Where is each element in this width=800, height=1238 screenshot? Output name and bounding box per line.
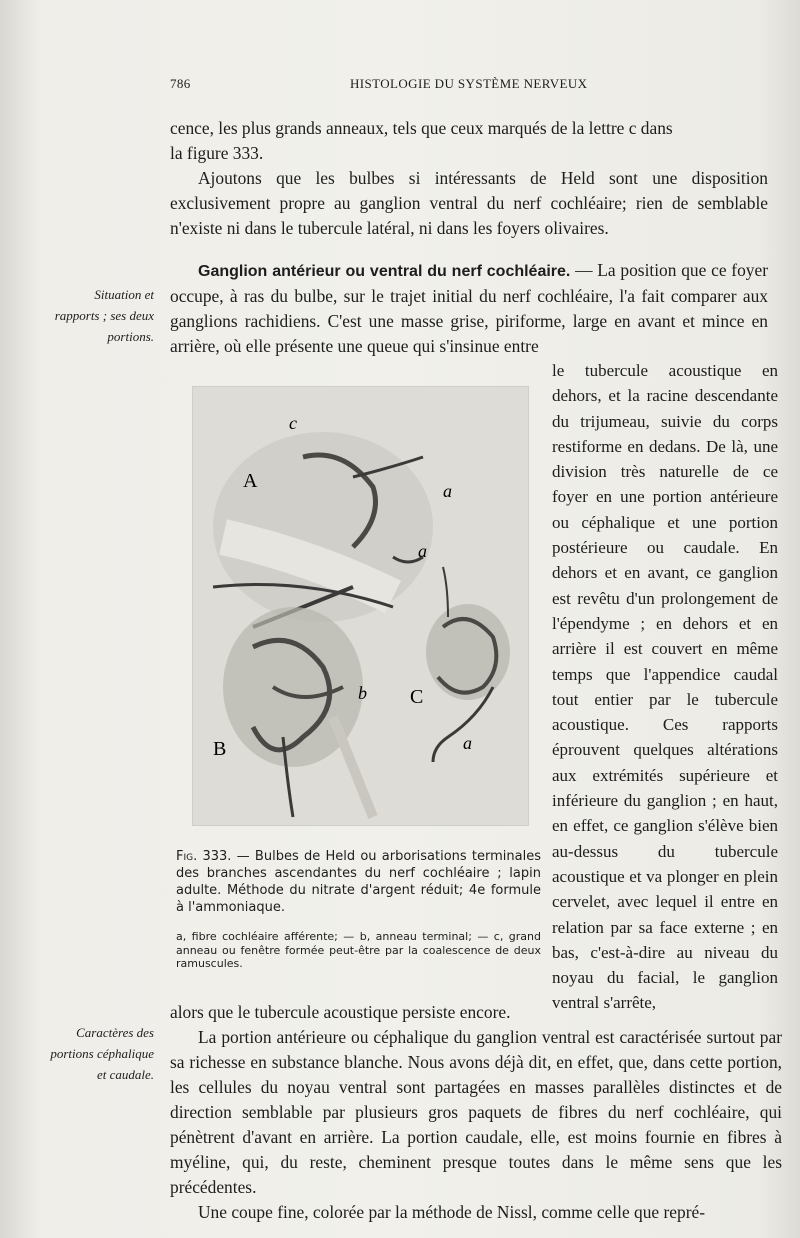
label-B: B [213,738,227,760]
top-paragraph [170,116,768,241]
figure-333-illustration [192,386,529,826]
paragraph: le tubercule acoustique en dehors, et la racine descendante du trijumeau, suivie du corps restiforme en dedans. De là, une division très naturelle de ce foyer en une portion antérieure ou céphalique et une portion postérieure ou caudale. En dehors et en avant, ce ganglion est revêtu d'un prolongement de l'épendyme ; en dehors et en arrière il est couvert en même temps que l'appendice caudal tout entier par le tubercule acoustique. Ces rapports éprouvent quelques altérations aux extrémités supérieure et inférieure du ganglion ; en haut, en effet, ce ganglion s'élève bien au-dessus du tubercule acoustique et va plonger en plein cervelet, avec lequel il entre en relation par sa face externe ; en bas, c'est-à-dire au niveau du noyau du facial, le ganglion ventral s'arrête, [552,361,778,1013]
paragraph: La portion antérieure ou céphalique du ganglion ventral est caractérisée surtout par sa richesse en substance blanche. Nous avons déjà dit, en effet, que, dans cette portion, les cellules du noyau ventral sont partagées en masses parallèles distinctes et de direction semblable par plusieurs gros paquets de fibres du nerf cochléaire, qui pénètrent d'avant en arrière. La portion caudale, elle, est moins fournie en fibres à myéline, qui, du reste, cheminent presque toutes dans le même sens que les précédentes. [170,1027,782,1197]
side-note-situation: Situation et rapports ; ses deux portions. [54,287,154,344]
figure-caption [176,848,541,916]
label-b: b [358,683,367,703]
label-a: a [463,733,472,753]
label-a: a [418,541,427,561]
label-a: a [443,481,452,501]
histology-drawing [193,387,528,825]
caption-text [176,848,541,916]
paragraph [170,258,768,359]
page-number: 786 [170,76,191,91]
text-line: cence, les plus grands anneaux, tels que ceux marqués de la lettre c dans [170,118,673,138]
running-title: HISTOLOGIE DU SYSTÈME NERVEUX [350,76,588,91]
caption-title: Fig. 333. [176,849,232,864]
label-C: C [410,686,424,708]
text-line: la figure 333. [170,143,264,163]
caption-body: — Bulbes de Held ou arborisations terminales des branches ascendantes du nerf cochléaire ; lapin adulte. Méthode du nitrate d'argent réduit; 4e formule à l'ammoniaque. [176,849,541,915]
paragraph: Une coupe fine, colorée par la méthode de Nissl, comme celle que repré- [198,1202,706,1222]
bottom-text [170,1000,782,1225]
label-c: c [289,413,297,433]
side-note-characters: Caractères des portions céphalique et caudale. [50,1025,154,1082]
section-intro [170,258,768,359]
section-lead: — La position que ce foyer occupe, à ras du bulbe, sur le trajet initial du nerf cochléaire, l'a fait comparer aux ganglions rachidiens. C'est une masse grise, piriforme, large en avant et mince en arrière, où elle présente une queue qui s'insinue entre [170,260,768,356]
figure-legend: a, fibre cochléaire afférente; — b, anneau terminal; — c, grand anneau ou fenêtre formée peut-être par la coalescence de deux ramuscules. [176,930,541,970]
label-A: A [243,470,258,492]
continuation-line: alors que le tubercule acoustique persiste encore. [170,1002,511,1022]
section-heading: Ganglion antérieur ou ventral du nerf cochléaire. [198,263,571,280]
column-text [552,358,778,1016]
paragraph: Ajoutons que les bulbes si intéressants de Held sont une disposition exclusivement propre au ganglion ventral du nerf cochléaire; rien de semblable n'existe ni dans le tubercule latéral, ni dans les foyers olivaires. [170,168,768,238]
